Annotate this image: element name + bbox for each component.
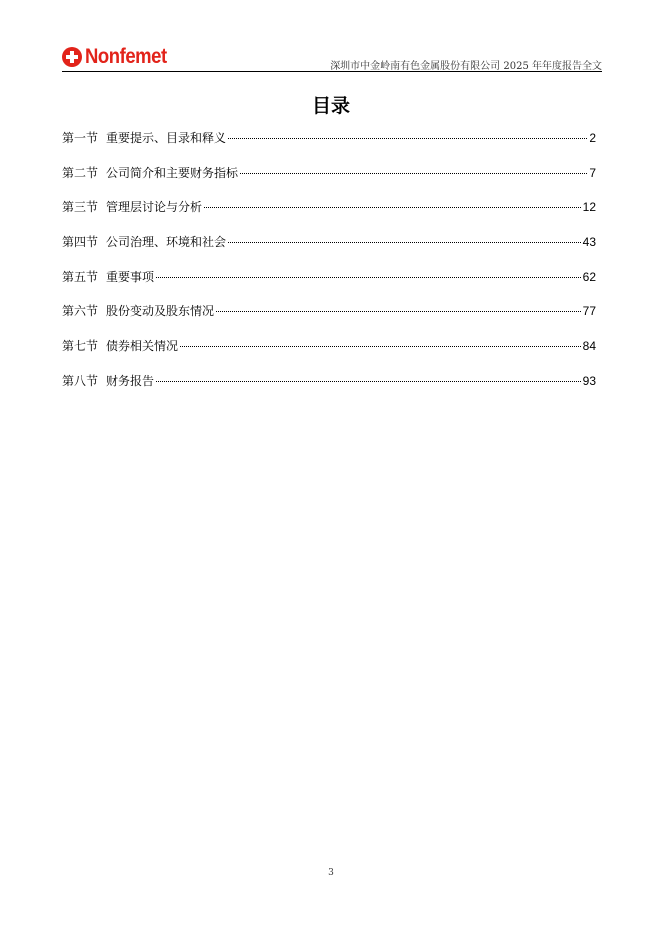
toc-entry-section-3[interactable] bbox=[62, 197, 596, 232]
toc-dot-leader bbox=[204, 206, 581, 208]
toc-entry-section-7[interactable] bbox=[62, 336, 596, 371]
toc-page-number: 77 bbox=[582, 304, 596, 319]
toc-page-number: 12 bbox=[582, 200, 596, 215]
company-logo bbox=[62, 44, 178, 70]
toc-section-label: 第七节 bbox=[62, 339, 99, 354]
toc-dot-leader bbox=[240, 172, 587, 174]
toc-dot-leader bbox=[156, 380, 581, 382]
toc-dot-leader bbox=[156, 276, 581, 278]
toc-section-name: 公司治理、环境和社会 bbox=[106, 235, 227, 250]
toc-section-name: 财务报告 bbox=[106, 373, 155, 388]
toc-dot-leader bbox=[228, 241, 581, 243]
toc-section-name: 债券相关情况 bbox=[106, 339, 179, 354]
toc-section-label: 第六节 bbox=[62, 304, 99, 319]
toc-section-name: 公司简介和主要财务指标 bbox=[106, 165, 239, 180]
toc-entry-section-2[interactable] bbox=[62, 163, 596, 198]
toc-page-number: 7 bbox=[589, 165, 596, 180]
toc-section-label: 第五节 bbox=[62, 269, 99, 284]
toc-dot-leader bbox=[228, 137, 587, 139]
page-header bbox=[62, 44, 602, 72]
toc-section-name: 股份变动及股东情况 bbox=[106, 304, 215, 319]
toc-entry-section-6[interactable] bbox=[62, 301, 596, 336]
toc-entry-section-1[interactable] bbox=[62, 128, 596, 163]
toc-page-number: 43 bbox=[582, 235, 596, 250]
toc-dot-leader bbox=[216, 310, 581, 312]
toc-section-name: 管理层讨论与分析 bbox=[106, 200, 203, 215]
toc-section-label: 第四节 bbox=[62, 235, 99, 250]
toc-entry-section-4[interactable] bbox=[62, 232, 596, 267]
toc-page-number: 84 bbox=[582, 339, 596, 354]
footer-page-number: 3 bbox=[328, 868, 334, 878]
toc-page-number: 93 bbox=[582, 373, 596, 388]
nonfemet-logo-mark-icon bbox=[62, 47, 82, 67]
toc-section-label: 第八节 bbox=[62, 373, 99, 388]
toc-page-number: 62 bbox=[582, 269, 596, 284]
toc-dot-leader bbox=[180, 345, 581, 347]
toc-entry-section-8[interactable] bbox=[62, 371, 596, 406]
toc-page-number: 2 bbox=[589, 131, 596, 145]
toc-section-label: 第三节 bbox=[62, 200, 99, 215]
toc-section-label: 第二节 bbox=[62, 165, 99, 180]
toc-section-name: 重要事项 bbox=[106, 269, 155, 284]
toc-section-label: 第一节 bbox=[62, 131, 99, 145]
document-title: 深圳市中金岭南有色金属股份有限公司 2025 年年度报告全文 bbox=[330, 61, 602, 72]
table-of-contents bbox=[62, 128, 596, 406]
toc-title: 目录 bbox=[311, 95, 350, 117]
toc-section-name: 重要提示、目录和释义 bbox=[106, 131, 227, 145]
header-divider bbox=[62, 71, 602, 72]
toc-entry-section-5[interactable] bbox=[62, 267, 596, 302]
logo-text: Nonfemet bbox=[85, 45, 167, 68]
